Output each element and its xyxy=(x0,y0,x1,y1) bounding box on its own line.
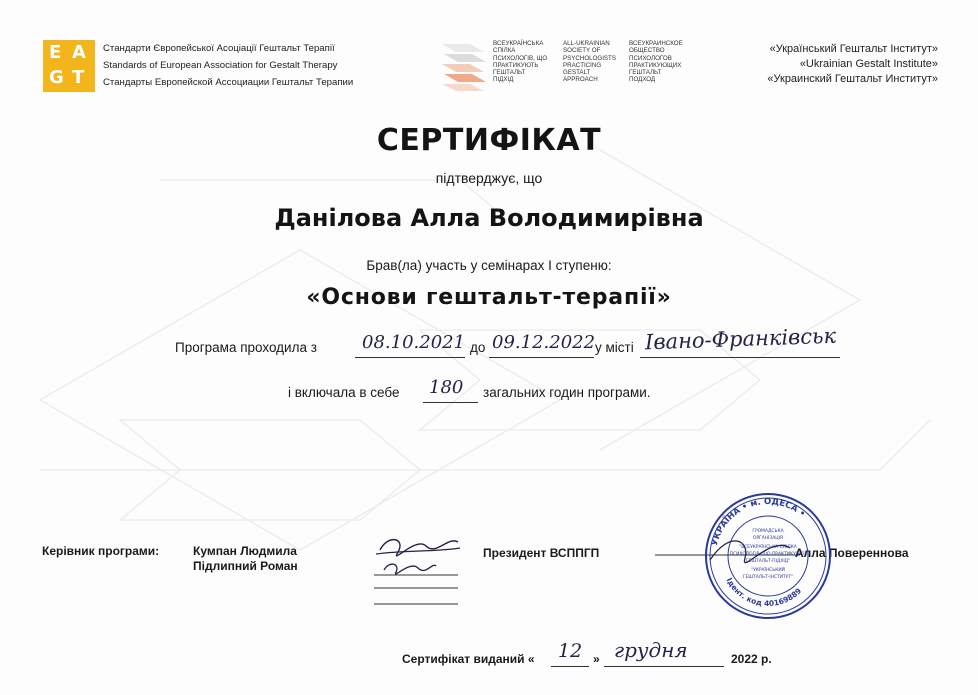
stamp-outer-path: УКРАЇНА • м. ОДЕСА • xyxy=(710,496,808,548)
ugi-line-ua: «Український Гештальт Інститут» xyxy=(769,43,938,55)
city-handwritten: Івано-Франківськ xyxy=(644,323,837,355)
ugi-institute-text xyxy=(767,42,938,87)
eagt-logo xyxy=(43,40,95,92)
stamp-inner-line: ГЕШТАЛЬТ-ПІДХІД" xyxy=(745,559,791,564)
program-leaders-label: Керівник програми: xyxy=(42,544,160,558)
president-name: Алла Повереннова xyxy=(795,546,909,560)
uspgp-ua-line: ГЕШТАЛЬТ xyxy=(493,69,526,77)
issued-day-underline xyxy=(551,666,589,667)
eagt-letter-a: A xyxy=(72,42,86,63)
seminar-title: «Основи гештальт-терапії» xyxy=(306,285,672,310)
program-leaders-names xyxy=(193,544,298,574)
program-prefix: Програма проходила з xyxy=(175,340,317,355)
certificate-title: СЕРТИФІКАТ xyxy=(376,123,602,158)
city-underline xyxy=(640,357,840,358)
ugi-line-ru: «Украинский Гештальт Институт» xyxy=(767,73,938,85)
uspgp-ru-line: ГЕШТАЛЬТ xyxy=(629,69,662,77)
to-label: до xyxy=(470,340,486,355)
uspgp-ua-line: ПСИХОЛОГІВ, ЩО xyxy=(493,54,548,62)
uspgp-en-line: ALL-UKRAINIAN xyxy=(563,40,610,47)
issued-mid: » xyxy=(593,652,600,666)
hours-handwritten: 180 xyxy=(429,377,464,398)
included-prefix: і включала в себе xyxy=(288,385,400,400)
uspgp-en-line: SOCIETY OF xyxy=(563,47,601,55)
uspgp-en-line: PRACTICING xyxy=(563,61,602,69)
stamp-code-path: Ідент. код 40169889 xyxy=(724,576,804,609)
stamp-inner-line: "ВСЕУКРАЇНСЬКА СПІЛКА xyxy=(739,545,797,550)
uspgp-ru-line: ВСЕУКРАИНСКОЕ xyxy=(629,40,683,47)
uspgp-ru-line: ОБЩЕСТВО xyxy=(629,47,665,55)
eagt-letter-g: G xyxy=(49,67,64,88)
uspgp-ru-line: ПРАКТИКУЮЩИХ xyxy=(629,61,682,69)
leader-name: Кумпан Людмила xyxy=(193,544,297,558)
participation-text: Брав(ла) участь у семінарах І ступеню: xyxy=(366,258,612,273)
president-label: Президент ВСППГП xyxy=(483,546,600,560)
uspgp-ru-line: ПОДХОД xyxy=(629,76,656,84)
issued-year: 2022 р. xyxy=(731,652,772,666)
hours-suffix: загальних годин програми. xyxy=(483,385,651,400)
date-from-handwritten: 08.10.2021 xyxy=(362,332,466,353)
uspgp-ua-line: СПІЛКА xyxy=(493,47,516,55)
stamp-inner-line: ГЕШТАЛЬТ-ІНСТИТУТ" xyxy=(742,575,794,580)
issued-month-handwritten: грудня xyxy=(614,638,688,662)
date-to-underline xyxy=(489,357,594,358)
uspgp-text-ru xyxy=(629,40,683,84)
stamp-inner-text xyxy=(730,528,807,580)
leaders-signature xyxy=(366,530,466,610)
eagt-standards-text xyxy=(103,40,353,91)
uspgp-ua-line: ПРАКТИКУЮТЬ xyxy=(493,61,539,69)
stamp-inner-line: "УКРАЇНСЬКИЙ xyxy=(751,568,785,573)
eagt-letter-t: T xyxy=(72,67,85,88)
uspgp-en-line: PSYCHOLOGISTS xyxy=(563,54,616,62)
date-from-underline xyxy=(355,357,465,358)
eagt-line-en: Standards of European Association for Gestalt Therapy xyxy=(103,60,338,71)
hours-underline xyxy=(423,402,478,403)
organization-stamp xyxy=(702,490,834,622)
uspgp-ua-line: ВСЕУКРАЇНСЬКА xyxy=(493,40,544,47)
eagt-line-ua: Стандарти Європейської Асоціації Гештальт Терапії xyxy=(103,43,335,54)
uspgp-en-line: GESTALT xyxy=(563,69,591,77)
stamp-inner-line: ПСИХОЛОГІВ, ЩО ПРАКТИКУЮТЬ xyxy=(729,552,807,557)
issued-month-underline xyxy=(604,666,724,667)
leader-name: Підлипний Роман xyxy=(193,559,298,573)
confirms-text: підтверджує, що xyxy=(435,170,543,186)
uspgp-en-line: APPROACH xyxy=(563,76,598,84)
uspgp-ua-line: ПІДХІД xyxy=(493,76,514,84)
person-name: Данілова Алла Володимирівна xyxy=(274,204,704,232)
ugi-line-en: «Ukrainian Gestalt Institute» xyxy=(799,58,938,70)
uspgp-ru-line: ПСИХОЛОГОВ xyxy=(629,54,672,62)
issued-label: Сертифікат виданий « xyxy=(402,652,535,666)
uspgp-text-ua xyxy=(493,40,547,84)
eagt-line-ru: Стандарты Европейской Ассоциации Гештальт Терапии xyxy=(103,77,354,88)
eagt-letter-e: E xyxy=(49,42,62,63)
date-to-handwritten: 09.12.2022 xyxy=(492,332,596,353)
uspgp-text-en xyxy=(563,40,616,84)
issued-day-handwritten: 12 xyxy=(558,640,583,662)
stamp-inner-line: ОРГАНІЗАЦІЯ xyxy=(753,536,783,541)
stamp-inner-line: ГРОМАДСЬКА xyxy=(752,529,784,534)
city-label: у місті xyxy=(595,340,634,355)
uspgp-logo xyxy=(440,40,488,92)
